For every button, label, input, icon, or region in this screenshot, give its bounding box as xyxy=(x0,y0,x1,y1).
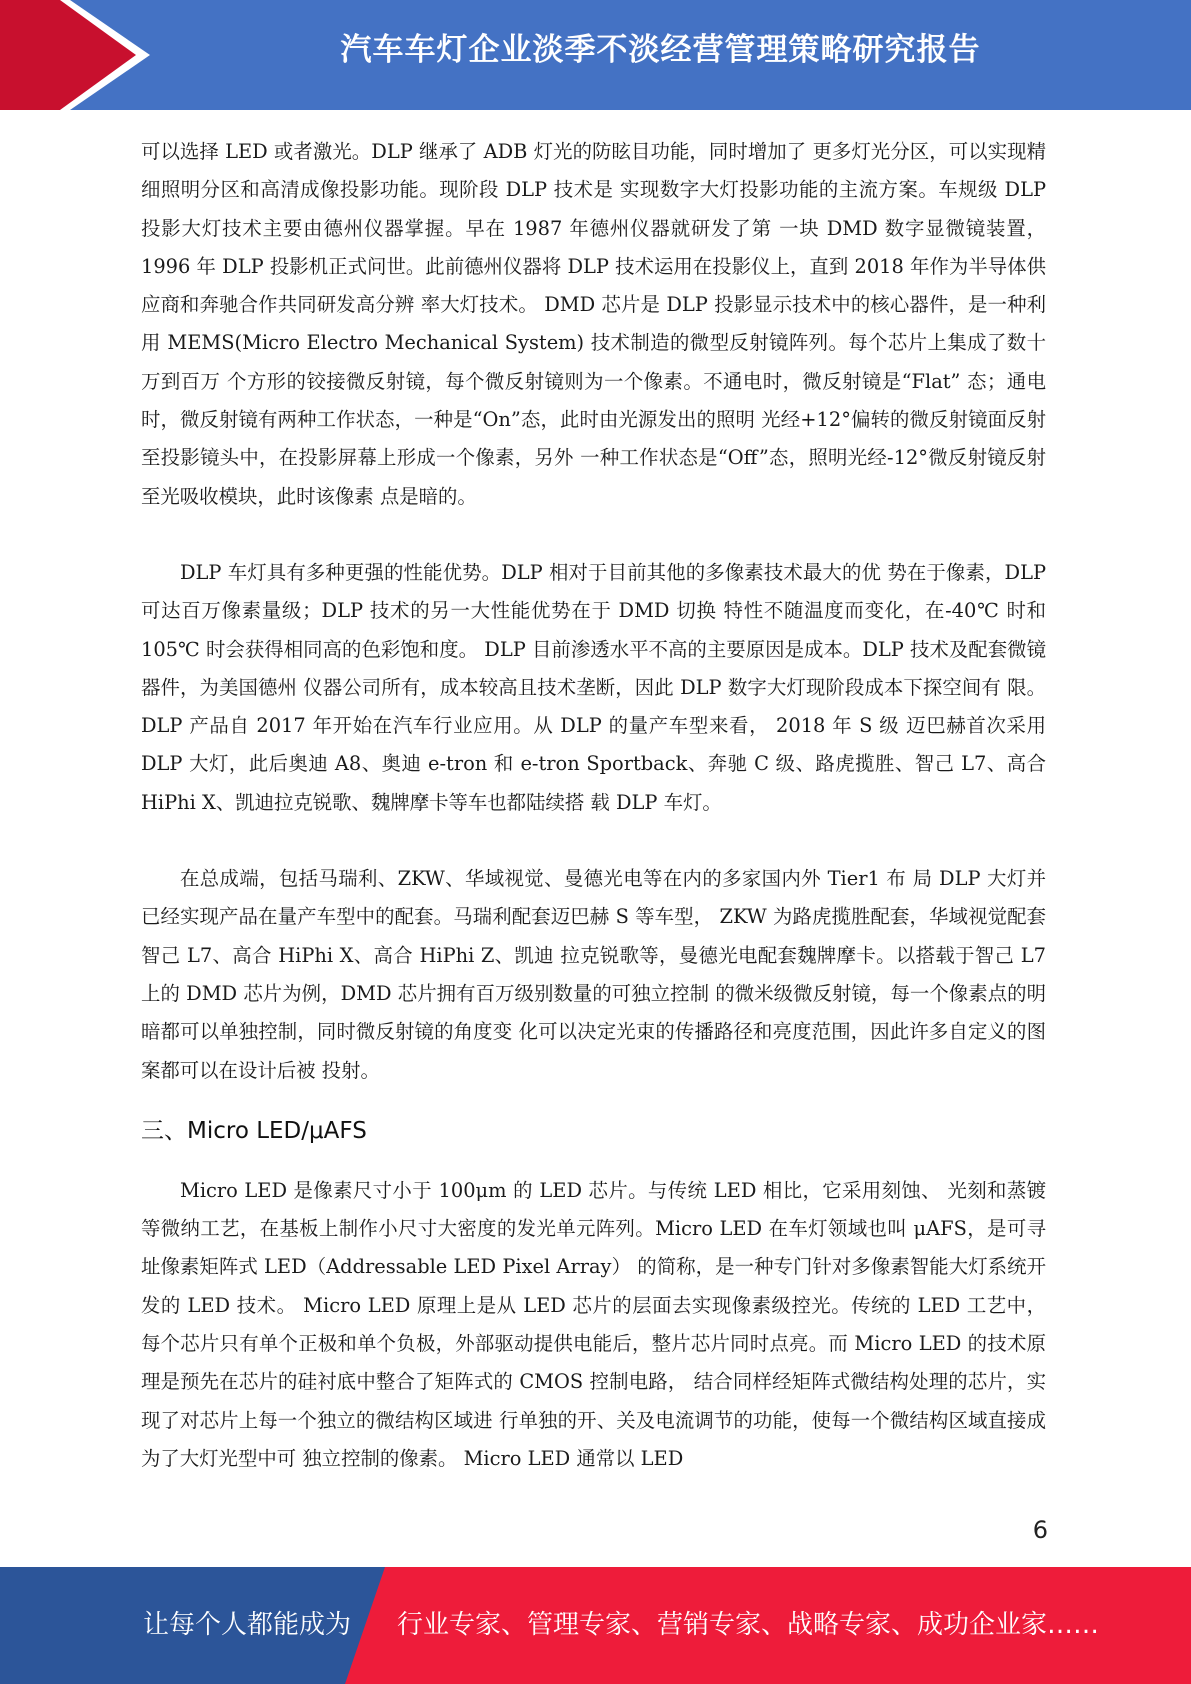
paragraph-dlp-intro: 可以选择 LED 或者激光。DLP 继承了 ADB 灯光的防眩目功能，同时增加了 更多灯光分区，可以实现精细照明分区和高清成像投影功能。现阶段 DLP 技术是 实现数字大灯投影功能的主流方案。车规级 DLP 投影大灯技术主要由德州仪器掌握。早在 1987 年德州仪器就研发了第 一块 DMD 数字显微镜装置，1996 年 DLP 投影机正式问世。此前德州仪器将 DLP 技术运用在投影仪上，直到 2018 年作为半导体供应商和奔驰合作共同研发高分辨 率大灯技术。 DMD 芯片是 DLP 投影显示技术中的核心器件，是一种利用 MEMS(Micro Electro Mechanical System) 技术制造的微型反射镜阵列。每个芯片上集成了数十万到百万 个方形的铰接微反射镜，每个微反射镜则为一个像素。不通电时，微反射镜是“Flat” 态；通电时，微反射镜有两种工作状态，一种是“On”态，此时由光源发出的照明 光经+12°偏转的微反射镜面反射至投影镜头中，在投影屏幕上形成一个像素，另外 一种工作状态是“Off”态，照明光经-12°微反射镜反射至光吸收模块，此时该像素 点是暗的。 xyxy=(141,140,1046,508)
document-body xyxy=(141,133,1046,1478)
paragraph-micro-led: Micro LED 是像素尺寸小于 100μm 的 LED 芯片。与传统 LED 相比，它采用刻蚀、 光刻和蒸镀等微纳工艺，在基板上制作小尺寸大密度的发光单元阵列。Micro LED 在车灯领域也叫 μAFS，是可寻址像素矩阵式 LED（Addressable LED Pixel Array） 的简称，是一种专门针对多像素智能大灯系统开发的 LED 技术。 Micro LED 原理上是从 LED 芯片的层面去实现像素级控光。传统的 LED 工艺中， 每个芯片只有单个正极和单个负极，外部驱动提供电能后，整片芯片同时点亮。而 Micro LED 的技术原理是预先在芯片的硅衬底中整合了矩阵式的 CMOS 控制电路， 结合同样经矩阵式微结构处理的芯片，实现了对芯片上每一个独立的微结构区域进 行单独的开、关及电流调节的功能，使每一个微结构区域直接成为了大灯光型中可 独立控制的像素。 Micro LED 通常以 LED xyxy=(141,1178,1046,1470)
paragraph-dlp-suppliers: 在总成端，包括马瑞利、ZKW、华域视觉、曼德光电等在内的多家国内外 Tier1 布 局 DLP 大灯并已经实现产品在量产车型中的配套。马瑞利配套迈巴赫 S 等车型， ZKW 为路虎揽胜配套，华域视觉配套智己 L7、高合 HiPhi X、高合 HiPhi Z、凯迪 拉克锐歌等，曼德光电配套魏牌摩卡。以搭载于智己 L7 上的 DMD 芯片为例，DMD 芯片拥有百万级别数量的可独立控制 的微米级微反射镜，每一个像素点的明暗都可以单独控制，同时微反射镜的角度变 化可以决定光束的传播路径和亮度范围，因此许多自定义的图案都可以在设计后被 投射。 xyxy=(141,867,1046,1082)
header-chevron-decoration xyxy=(0,0,160,110)
page-header xyxy=(0,0,1191,110)
footer-slogan-text: 行业专家、管理专家、营销专家、战略专家、成功企业家…… xyxy=(397,1610,1100,1640)
page-footer xyxy=(0,1567,1191,1684)
paragraph-dlp-advantages: DLP 车灯具有多种更强的性能优势。DLP 相对于目前其他的多像素技术最大的优 势在于像素，DLP 可达百万像素量级；DLP 技术的另一大性能优势在于 DMD 切换 特性不随温度而变化，在-40℃ 时和 105℃ 时会获得相同高的色彩饱和度。 DLP 目前渗透水平不高的主要原因是成本。DLP 技术及配套微镜器件，为美国德州 仪器公司所有，成本较高且技术垄断，因此 DLP 数字大灯现阶段成本下探空间有 限。 DLP 产品自 2017 年开始在汽车行业应用。从 DLP 的量产车型来看， 2018 年 S 级 迈巴赫首次采用 DLP 大灯，此后奥迪 A8、奥迪 e-tron 和 e-tron Sportback、奔驰 C 级、路虎揽胜、智己 L7、高合 HiPhi X、凯迪拉克锐歌、魏牌摩卡等车也都陆续搭 载 DLP 车灯。 xyxy=(141,560,1046,814)
footer-lead-text: 让每个人都能成为 xyxy=(143,1610,352,1640)
header-title: 汽车车灯企业淡季不淡经营管理策略研究报告 xyxy=(340,32,981,68)
page-number: 6 xyxy=(1032,1516,1048,1544)
section-heading-micro-led: 三、Micro LED/μAFS xyxy=(141,1117,367,1144)
